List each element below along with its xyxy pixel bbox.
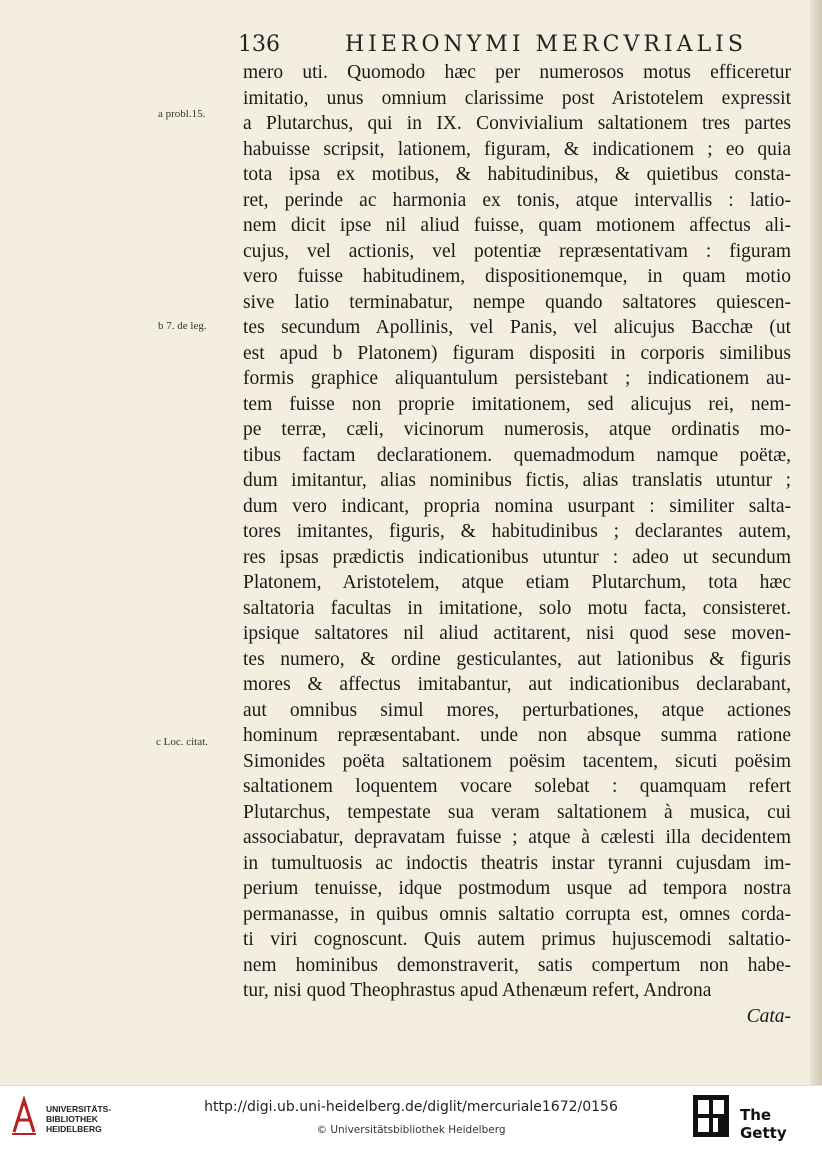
catchword: Cata- xyxy=(746,1005,791,1027)
body-text xyxy=(243,60,791,1029)
text-line: formis graphice aliquantulum persistebant ; indicationem au- xyxy=(243,368,791,389)
text-line: hominum repræsentabant. unde non absque summa ratione xyxy=(243,725,791,746)
text-line: saltatoria facultas in imitatione, solo motu facta, consisteret. xyxy=(243,597,791,619)
text-line: a Plutarchus, qui in IX. Convivialium saltationem tres partes xyxy=(243,113,791,134)
text-line: nem hominibus demonstraverit, satis compertum non habe- xyxy=(243,954,791,976)
text-line: saltationem loquentem vocare solebat : quamquam refert xyxy=(243,776,791,797)
text-line: sive latio terminabatur, nempe quando saltatores quiescen- xyxy=(243,291,791,313)
text-line: nem dicit ipse nil aliud fuisse, quam motionem affectus ali- xyxy=(243,215,791,236)
text-line: res ipsas prædictis indicationibus utuntur : adeo ut secundum xyxy=(243,546,791,568)
text-line: ti viri cognoscunt. Quis autem primus hujuscemodi saltatio- xyxy=(243,929,791,950)
page-header xyxy=(0,32,822,62)
margin-note-c: c Loc. citat. xyxy=(156,736,208,748)
text-line: ipsique saltatores nil aliud actitarent, nisi quod sese moven- xyxy=(243,623,791,644)
text-line: habuisse scripsit, lationem, figuram, & indicationem ; eo quia xyxy=(243,138,791,160)
text-line: in tumultuosis ac indoctis theatris instar tyranni cujusdam im- xyxy=(243,852,791,874)
text-line: est apud b Platonem) figuram dispositi in corporis similibus xyxy=(243,342,791,364)
text-line: mores & affectus imitabantur, aut indicationibus declarabant, xyxy=(243,674,791,695)
partner-name: The Getty xyxy=(740,1106,787,1142)
text-line: imitatio, unus omnium clarissime post Aristotelem expressit xyxy=(243,87,791,109)
running-title: HIERONYMI MERCVRIALIS xyxy=(345,32,747,57)
text-line: ret, perinde ac harmonia ex tonis, atque intervallis : latio- xyxy=(243,189,791,211)
text-line: permanasse, in quibus omnis saltatio corrupta est, omnes corda- xyxy=(243,903,791,925)
getty-logo-icon xyxy=(692,1094,730,1138)
page-number: 136 xyxy=(238,32,280,57)
text-line: cujus, vel actionis, vel potentiæ repræsentativam : figuram xyxy=(243,240,791,262)
text-line: tes numero, & ordine gesticulantes, aut lationibus & figuris xyxy=(243,648,791,670)
text-line: Plutarchus, tempestate sua veram saltationem à musica, cui xyxy=(243,801,791,823)
text-line: tota ipsa ex motibus, & habitudinibus, & quietibus consta- xyxy=(243,164,791,185)
text-line: dum imitantur, alias nominibus fictis, alias translatis utuntur ; xyxy=(243,470,791,491)
text-line: associabatur, depravatam fuisse ; atque à cælesti illa decidentem xyxy=(243,827,791,848)
footer-bar xyxy=(0,1085,822,1150)
text-line: dum vero indicant, propria nomina usurpant : similiter salta- xyxy=(243,495,791,517)
text-line: tes secundum Apollinis, vel Panis, vel alicujus Bacchæ (ut xyxy=(243,317,791,338)
text-line: Simonides poëta saltationem poësim tacentem, sicuti poësim xyxy=(243,750,791,772)
margin-note-a: a probl.15. xyxy=(158,108,206,120)
text-line: tur, nisi quod Theophrastus apud Athenæum refert, Androna xyxy=(243,980,712,1001)
copyright-notice: © Universitätsbibliothek Heidelberg xyxy=(316,1124,506,1136)
text-line: tem fuisse non proprie imitationem, sed alicujus rei, nem- xyxy=(243,393,791,415)
page-edge xyxy=(810,0,822,1085)
text-line: vero fuisse habitudinem, dispositionemque, in quam motio xyxy=(243,266,791,287)
text-line: tibus factam declarationem. quemadmodum namque poëtæ, xyxy=(243,444,791,466)
document-url[interactable]: http://digi.ub.uni-heidelberg.de/diglit/mercuriale1672/0156 xyxy=(204,1099,618,1115)
text-line: perium tenuisse, idque postmodum usque ad tempora nostra xyxy=(243,878,791,899)
margin-note-b: b 7. de leg. xyxy=(158,320,207,332)
text-line: pe terræ, cæli, vicinorum numerosis, atque ordinatis mo- xyxy=(243,419,791,440)
text-line: Platonem, Aristotelem, atque etiam Plutarchum, tota hæc xyxy=(243,572,791,593)
text-line: mero uti. Quomodo hæc per numerosos motus efficeretur xyxy=(243,62,791,83)
text-line: tores imitantes, figuris, & habitudinibus ; declarantes autem, xyxy=(243,521,791,542)
text-line: aut omnibus simul mores, perturbationes, atque actiones xyxy=(243,699,791,721)
university-library-name: UNIVERSITÄTS- BIBLIOTHEK HEIDELBERG xyxy=(46,1104,112,1134)
